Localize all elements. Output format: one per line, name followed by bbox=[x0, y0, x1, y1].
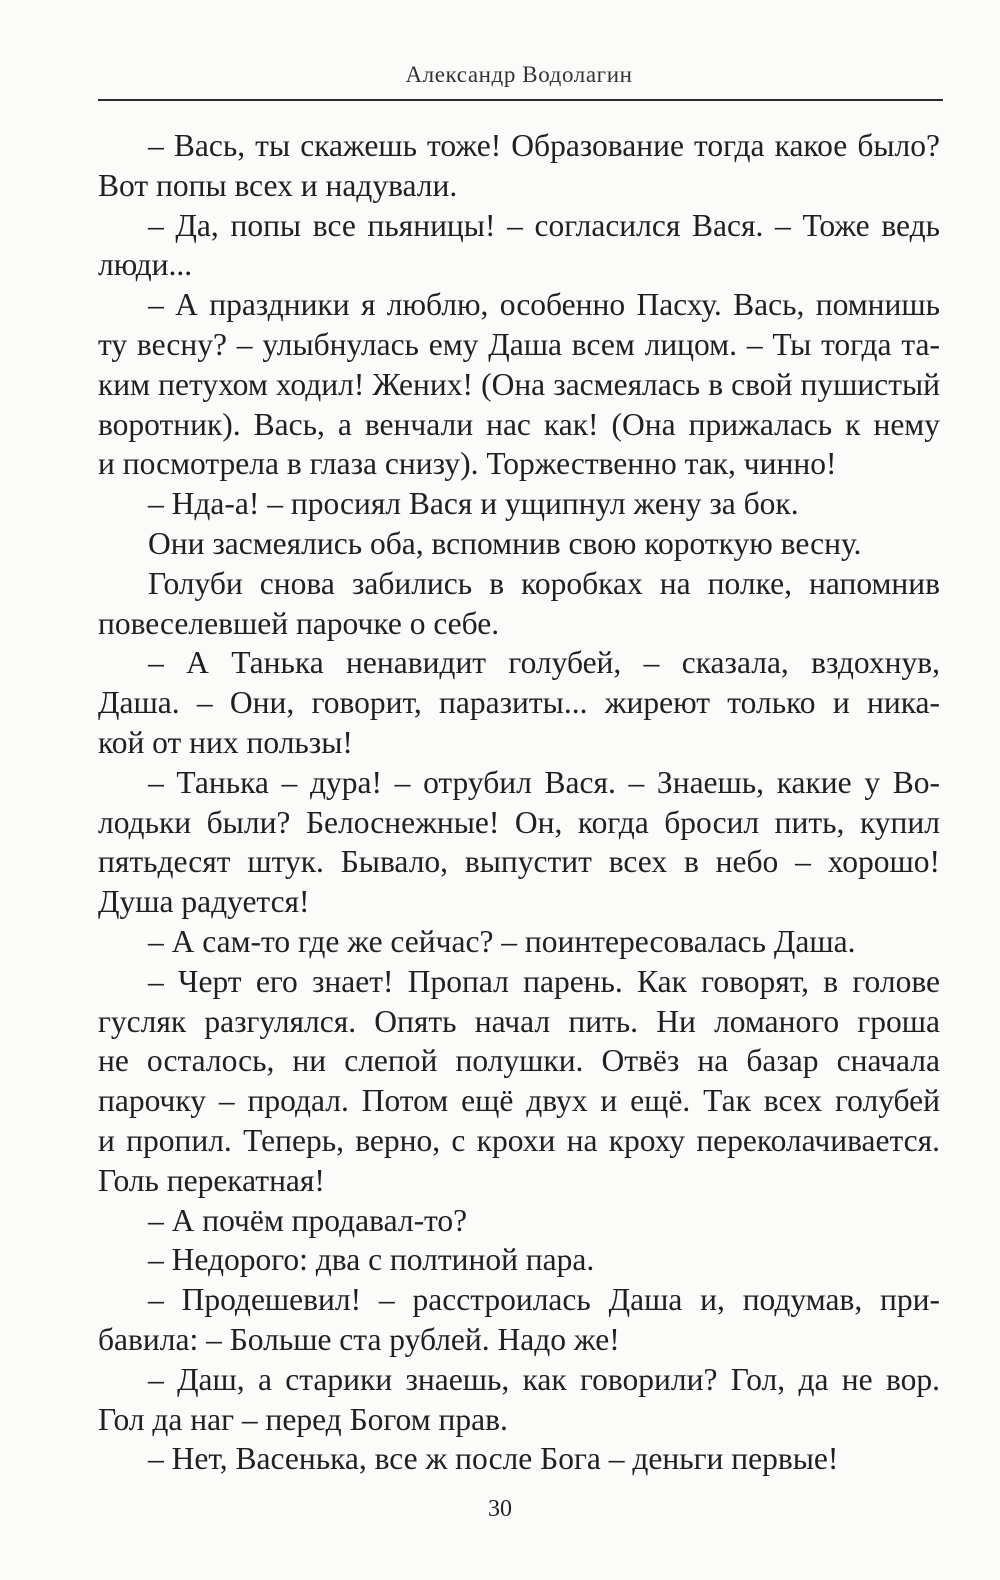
header-rule bbox=[98, 99, 943, 101]
text-line: – Нет, Васенька, все ж после Бога – деньги первые! bbox=[148, 1441, 839, 1477]
text-line: лодьки были? Белоснежные! Он, когда бросил пить, купил bbox=[98, 804, 940, 840]
text-line: – Продешевил! – расстроилась Даша и, подумав, при- bbox=[148, 1282, 940, 1318]
text-line: не осталось, ни слепой полушки. Отвёз на базар сначала bbox=[98, 1043, 940, 1079]
text-line: Голь перекатная! bbox=[98, 1162, 325, 1198]
text-line: – Черт его знает! Пропал парень. Как говорят, в голове bbox=[148, 963, 940, 999]
text-line: – Недорого: два с полтиной пара. bbox=[148, 1242, 595, 1278]
text-line: Гол да наг – перед Богом прав. bbox=[98, 1401, 508, 1437]
text-line: – Нда-а! – просиял Вася и ущипнул жену за бок. bbox=[148, 486, 799, 522]
text-line: Голуби снова забились в коробках на полке, напомнив bbox=[148, 565, 940, 601]
text-line: – А праздники я люблю, особенно Пасху. Вась, помнишь bbox=[148, 287, 940, 323]
text-line: – Даш, а старики знаешь, как говорили? Гол, да не вор. bbox=[148, 1361, 940, 1397]
page-number: 30 bbox=[488, 1496, 512, 1522]
text-line: – А Танька ненавидит голубей, – сказала, вздохнув, bbox=[148, 645, 940, 681]
text-line: – Да, попы все пьяницы! – согласился Вася. – Тоже ведь bbox=[148, 207, 940, 243]
text-line: и пропил. Теперь, верно, с крохи на кроху переколачивается. bbox=[98, 1122, 940, 1158]
text-line: – Вась, ты скажешь тоже! Образование тогда какое было? bbox=[148, 128, 940, 163]
text-line: Душа радуется! bbox=[98, 884, 310, 920]
text-line: люди... bbox=[98, 247, 193, 283]
body-text bbox=[98, 126, 940, 1479]
text-line: кой от них пользы! bbox=[98, 724, 353, 760]
text-line: пятьдесят штук. Бывало, выпустит всех в небо – хорошо! bbox=[98, 844, 940, 880]
text-line: Они засмеялись оба, вспомнив свою короткую весну. bbox=[148, 525, 862, 561]
text-line: гусляк разгулялся. Опять начал пить. Ни ломаного гроша bbox=[98, 1003, 940, 1039]
text-line: – А сам-то где же сейчас? – поинтересовалась Даша. bbox=[148, 923, 856, 959]
text-line: Вот попы всех и надували. bbox=[98, 167, 458, 203]
text-line: воротник). Вась, а венчали нас как! (Она прижалась к нему bbox=[98, 406, 940, 442]
text-line: парочку – продал. Потом ещё двух и ещё. Так всех голубей bbox=[98, 1083, 940, 1119]
text-line: ким петухом ходил! Жених! (Она засмеялась в свой пушистый bbox=[98, 366, 940, 402]
text-line: повеселевшей парочке о себе. bbox=[98, 605, 500, 641]
text-line: – А почём продавал-то? bbox=[148, 1202, 468, 1238]
text-line: ту весну? – улыбнулась ему Даша всем лицом. – Ты тогда та- bbox=[98, 326, 940, 362]
running-header-author: Александр Водолагин bbox=[405, 62, 633, 87]
text-line: и посмотрела в глаза снизу). Торжественно так, чинно! bbox=[98, 446, 837, 482]
text-line: бавила: – Больше ста рублей. Надо же! bbox=[98, 1321, 620, 1357]
text-line: – Танька – дура! – отрубил Вася. – Знаешь, какие у Во- bbox=[148, 764, 940, 800]
text-line: Даша. – Они, говорит, паразиты... жиреют только и ника- bbox=[98, 685, 940, 721]
